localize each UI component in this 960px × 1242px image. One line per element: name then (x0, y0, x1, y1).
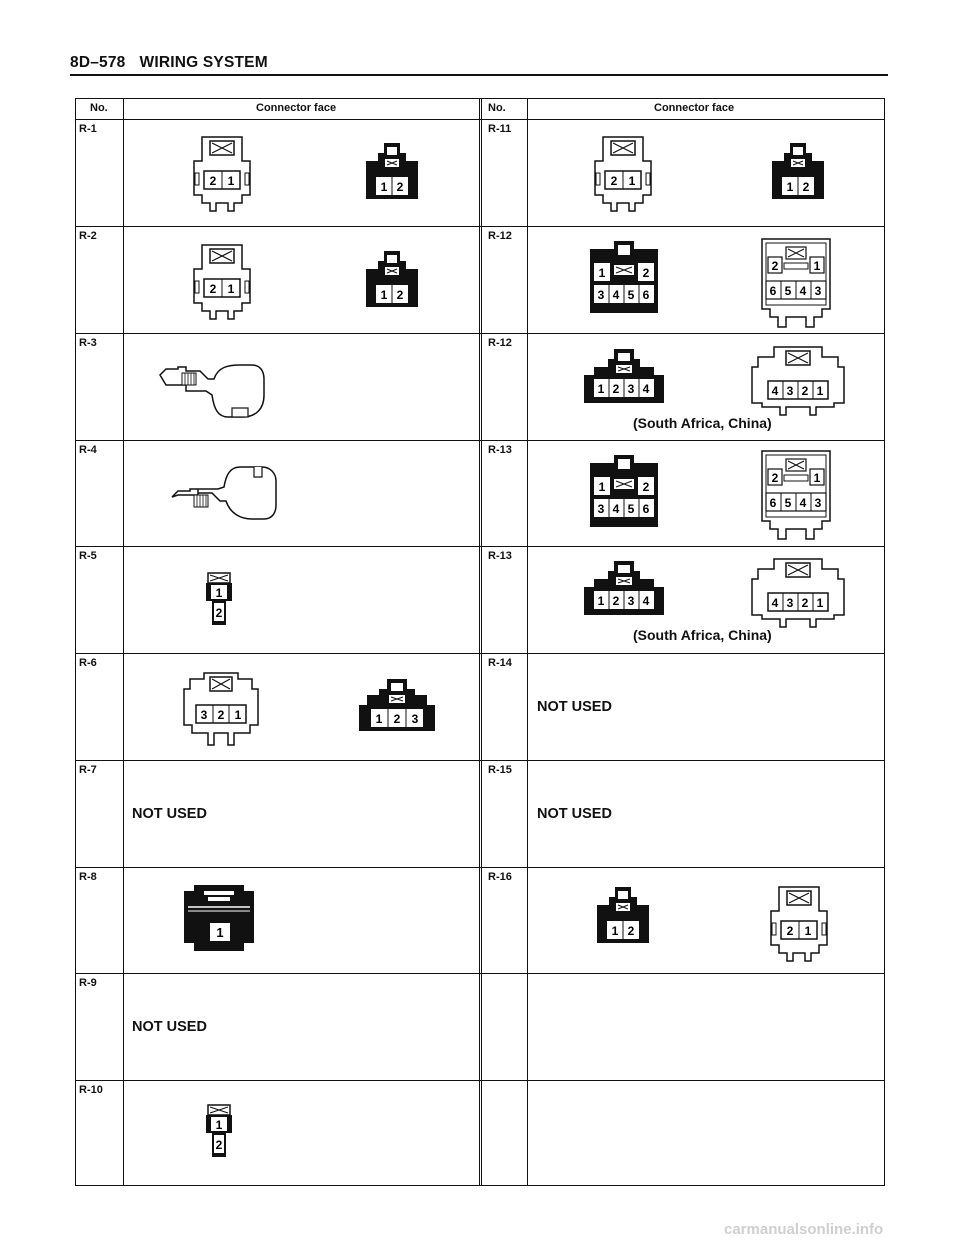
pin-label: 1 (813, 471, 821, 485)
connector-r12-female-4pin (752, 345, 844, 415)
pin-label: 3 (597, 502, 605, 516)
pin-label: 4 (799, 496, 807, 510)
connector-r1-male (366, 143, 418, 199)
pin-label: 3 (786, 384, 794, 398)
row-line (76, 867, 884, 868)
connector-table (75, 98, 885, 1186)
col-divider (123, 99, 124, 1185)
header-no-right: No. (488, 102, 506, 114)
pin-label: 1 (598, 266, 606, 280)
row-label: R-13 (488, 550, 512, 562)
pin-label: 4 (642, 382, 650, 396)
row-label: R-12 (488, 337, 512, 349)
connector-r13-female-6pin (756, 449, 836, 539)
pin-label: 1 (380, 180, 388, 194)
pin-label: 1 (597, 594, 605, 608)
row-label: R-16 (488, 871, 512, 883)
row-line (76, 653, 884, 654)
pin-label: 5 (627, 288, 635, 302)
row-label: R-12 (488, 230, 512, 242)
pin-label: 1 (216, 925, 224, 940)
pin-label: 2 (396, 180, 404, 194)
pin-label: 3 (411, 712, 419, 726)
pin-label: 1 (375, 712, 383, 726)
pin-label: 4 (612, 502, 620, 516)
pin-label: 3 (627, 594, 635, 608)
connector-r11-female (595, 131, 651, 211)
pin-label: 2 (642, 266, 650, 280)
pin-label: 4 (771, 596, 779, 610)
connector-r12-female-6pin (756, 237, 836, 327)
center-divider (479, 99, 482, 1185)
pin-label: 3 (786, 596, 794, 610)
pin-label: 1 (215, 1118, 223, 1132)
pin-label: 6 (769, 284, 777, 298)
region-note: (South Africa, China) (633, 627, 772, 643)
pin-label: 1 (813, 259, 821, 273)
pin-label: 2 (642, 480, 650, 494)
pin-label: 2 (209, 174, 217, 188)
pin-label: 1 (804, 924, 812, 938)
row-label: R-5 (79, 550, 97, 562)
connector-r1-female (194, 131, 250, 211)
ring-terminal-r4 (168, 463, 278, 525)
row-line (76, 333, 884, 334)
row-label: R-6 (79, 657, 97, 669)
pin-label: 3 (627, 382, 635, 396)
row-line (76, 440, 884, 441)
row-label: R-10 (79, 1084, 103, 1096)
page-header (70, 54, 268, 72)
connector-r2-female (194, 239, 250, 319)
connector-r8 (184, 885, 254, 953)
connector-r12-male-4pin (584, 349, 664, 403)
connector-r16-female (771, 881, 827, 961)
connector-r5 (204, 571, 234, 627)
pin-label: 3 (597, 288, 605, 302)
pin-label: 4 (642, 594, 650, 608)
pin-label: 2 (786, 924, 794, 938)
row-label: R-13 (488, 444, 512, 456)
pin-label: 2 (396, 288, 404, 302)
pin-label: 2 (771, 471, 779, 485)
row-label: R-9 (79, 977, 97, 989)
header-rule (70, 74, 888, 76)
connector-r12-male-6pin (586, 241, 662, 313)
pin-label: 4 (771, 384, 779, 398)
connector-r11-male (772, 143, 824, 199)
pin-label: 6 (642, 502, 650, 516)
row-line (76, 226, 884, 227)
pin-label: 2 (610, 174, 618, 188)
pin-label: 3 (200, 708, 208, 722)
not-used-label: NOT USED (537, 699, 612, 715)
pin-label: 4 (799, 284, 807, 298)
row-label: R-7 (79, 764, 97, 776)
row-label: R-4 (79, 444, 97, 456)
section-title: WIRING SYSTEM (139, 54, 268, 71)
pin-label: 6 (769, 496, 777, 510)
pin-label: 1 (597, 382, 605, 396)
pin-label: 2 (627, 924, 635, 938)
pin-label: 1 (611, 924, 619, 938)
connector-r13-male-6pin (586, 455, 662, 527)
pin-label: 2 (612, 382, 620, 396)
pin-label: 1 (786, 180, 794, 194)
pin-label: 2 (801, 384, 809, 398)
connector-r13-female-4pin (752, 557, 844, 627)
pin-label: 1 (816, 596, 824, 610)
pin-label: 3 (814, 284, 822, 298)
not-used-label: NOT USED (132, 1019, 207, 1035)
row-label: R-15 (488, 764, 512, 776)
pin-label: 2 (217, 708, 225, 722)
pin-label: 1 (227, 282, 235, 296)
header-row-line (76, 119, 884, 120)
pin-label: 1 (234, 708, 242, 722)
pin-label: 4 (612, 288, 620, 302)
pin-label: 2 (209, 282, 217, 296)
row-line (76, 973, 884, 974)
row-label: R-11 (488, 123, 512, 135)
connector-r10 (204, 1103, 234, 1159)
pin-label: 1 (628, 174, 636, 188)
row-line (76, 760, 884, 761)
connector-r6-male (359, 679, 435, 731)
pin-label: 2 (393, 712, 401, 726)
header-face-left: Connector face (256, 102, 337, 114)
pin-label: 1 (816, 384, 824, 398)
pin-label: 2 (612, 594, 620, 608)
pin-label: 1 (215, 586, 223, 600)
pin-label: 2 (802, 180, 810, 194)
pin-label: 3 (814, 496, 822, 510)
col-divider (527, 99, 528, 1185)
connector-r16-male (597, 887, 649, 943)
pin-label: 2 (801, 596, 809, 610)
row-line (76, 546, 884, 547)
pin-label: 2 (771, 259, 779, 273)
pin-label: 6 (642, 288, 650, 302)
row-label: R-2 (79, 230, 97, 242)
pin-label: 5 (784, 284, 792, 298)
section-code: 8D–578 (70, 54, 126, 71)
pin-label: 5 (784, 496, 792, 510)
region-note: (South Africa, China) (633, 415, 772, 431)
row-label: R-14 (488, 657, 512, 669)
pin-label: 5 (627, 502, 635, 516)
pin-label: 2 (215, 1138, 223, 1152)
not-used-label: NOT USED (132, 806, 207, 822)
pin-label: 1 (227, 174, 235, 188)
connector-r6-female (184, 669, 258, 745)
pin-label: 1 (598, 480, 606, 494)
row-label: R-3 (79, 337, 97, 349)
pin-label: 1 (380, 288, 388, 302)
header-face-right: Connector face (654, 102, 735, 114)
row-label: R-8 (79, 871, 97, 883)
not-used-label: NOT USED (537, 806, 612, 822)
header-no-left: No. (90, 102, 108, 114)
pin-label: 2 (215, 606, 223, 620)
connector-r2-male (366, 251, 418, 307)
watermark-text: carmanualsonline.info (724, 1221, 884, 1238)
connector-r13-male-4pin (584, 561, 664, 615)
row-label: R-1 (79, 123, 97, 135)
row-line (76, 1080, 884, 1081)
ring-terminal-r3 (156, 361, 266, 423)
